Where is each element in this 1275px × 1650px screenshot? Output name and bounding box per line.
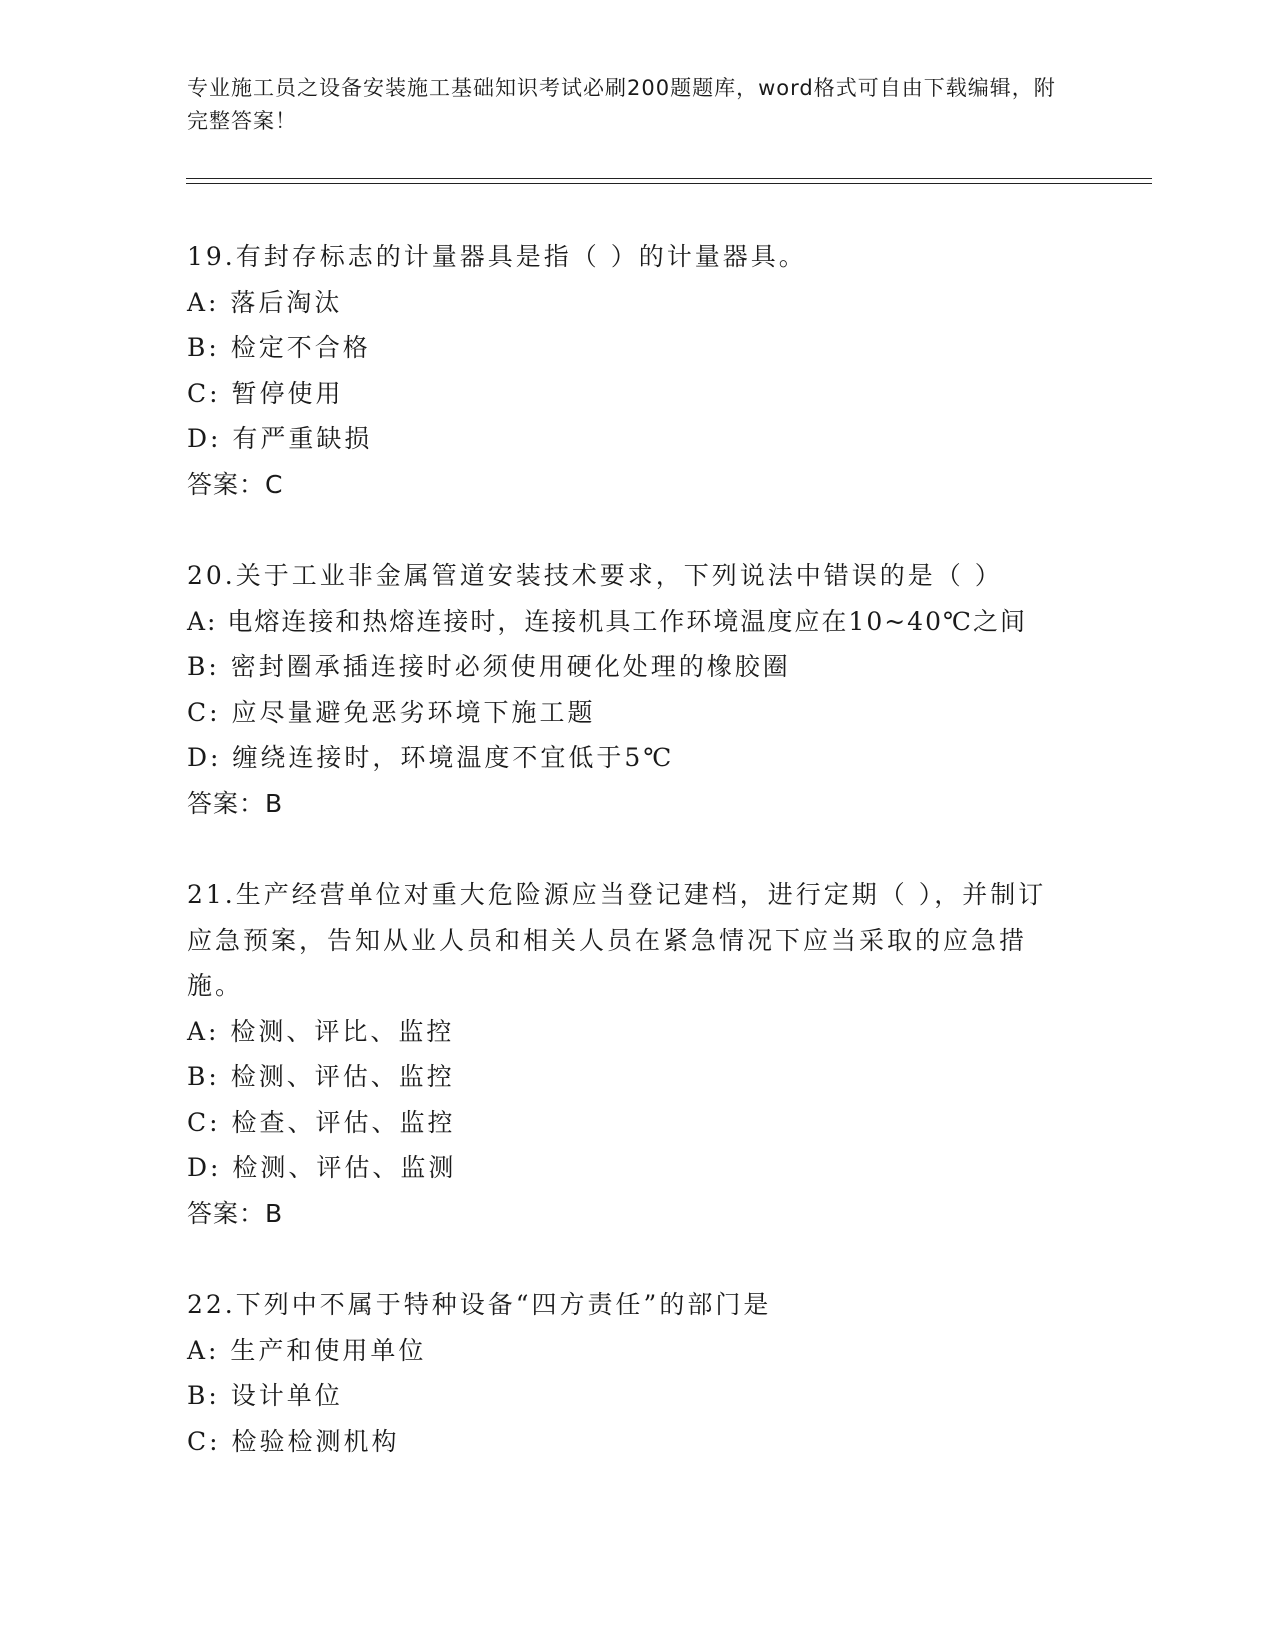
option-a: A: 生产和使用单位 — [187, 1335, 427, 1365]
option-c: C: 应尽量避免恶劣环境下施工题 — [187, 697, 596, 727]
option-a: A: 检测、评比、监控 — [187, 1016, 455, 1046]
option-d: D: 缠绕连接时，环境温度不宜低于5℃ — [187, 743, 675, 772]
option-a: A: 落后淘汰 — [187, 287, 343, 317]
option-b: B: 检测、评估、监控 — [187, 1062, 455, 1091]
option-d: D: 有严重缺损 — [187, 424, 373, 453]
question-20 — [187, 553, 1067, 826]
option-c: C: 检验检测机构 — [187, 1426, 400, 1456]
option-b: B: 密封圈承插连接时必须使用硬化处理的橡胶圈 — [187, 652, 791, 681]
header-divider-top — [186, 178, 1152, 179]
option-c: C: 检查、评估、监控 — [187, 1107, 456, 1137]
question-stem: 20.关于工业非金属管道安装技术要求，下列说法中错误的是（ ） — [187, 561, 1003, 590]
option-d: D: 检测、评估、监测 — [187, 1153, 457, 1182]
option-b: B: 设计单位 — [187, 1381, 343, 1410]
option-c: C: 暂停使用 — [187, 378, 344, 408]
question-21 — [187, 872, 1067, 1236]
question-stem: 19.有封存标志的计量器具是指（ ）的计量器具。 — [187, 242, 807, 271]
option-b: B: 检定不合格 — [187, 333, 371, 362]
answer: 答案：C — [187, 469, 284, 499]
question-stem: 21.生产经营单位对重大危险源应当登记建档，进行定期（ ），并制订应急预案，告知从业人员和相关人员在紧急情况下应当采取的应急措施。 — [187, 880, 1047, 1000]
answer: 答案：B — [187, 1198, 284, 1228]
answer: 答案：B — [187, 788, 284, 818]
question-22 — [187, 1282, 1067, 1464]
question-stem: 22.下列中不属于特种设备“四方责任”的部门是 — [187, 1290, 772, 1319]
option-a: A: 电熔连接和热熔连接时，连接机具工作环境温度应在10~40℃之间 — [187, 606, 1027, 636]
question-19 — [187, 234, 1067, 507]
document-header: 专业施工员之设备安装施工基础知识考试必刷200题题库，word格式可自由下载编辑，附完整答案！ — [187, 76, 1056, 133]
header-divider-bottom — [186, 183, 1152, 184]
